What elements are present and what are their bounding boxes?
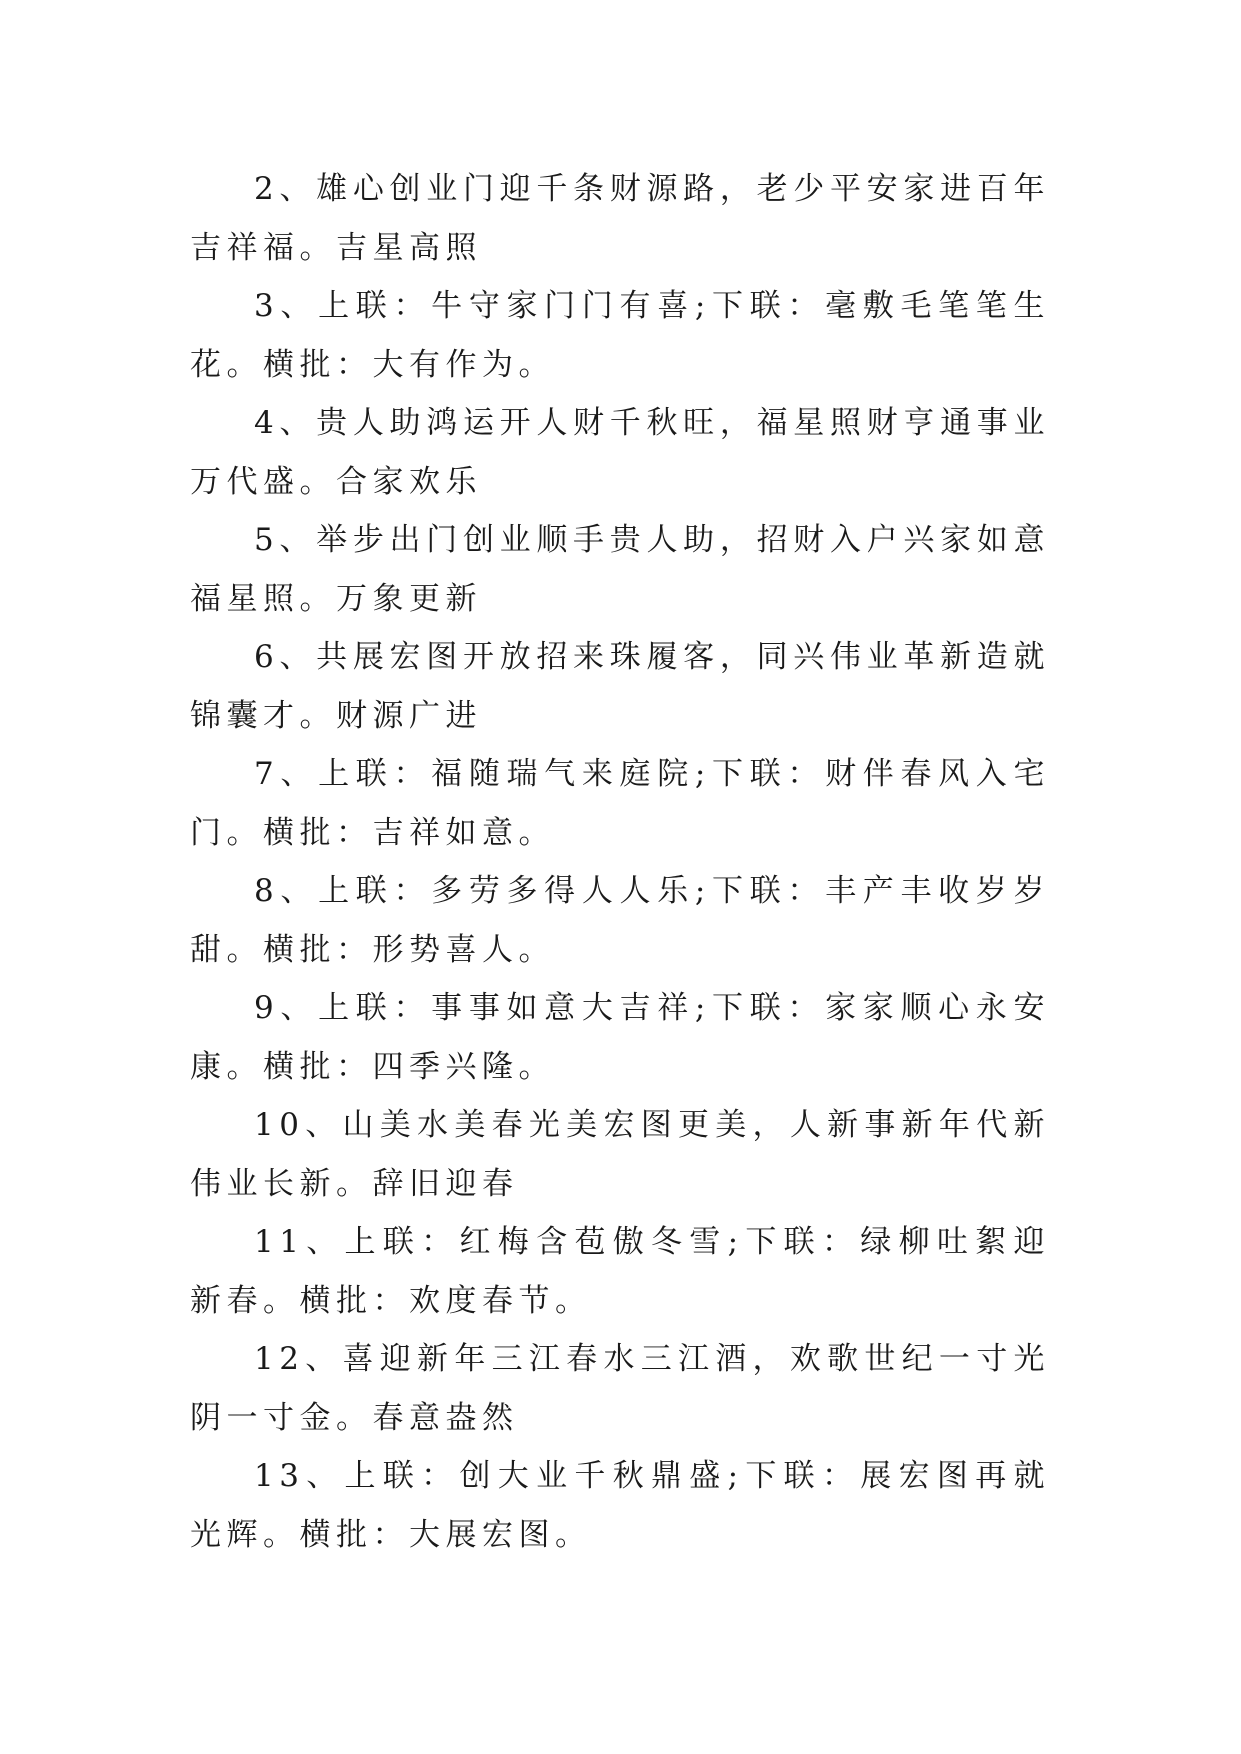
document-body: [190, 160, 1050, 1564]
paragraph-couplet-11: 11、上联：红梅含苞傲冬雪;下联：绿柳吐絮迎新春。横批：欢度春节。: [190, 1224, 1050, 1319]
paragraph-couplet-6: 6、共展宏图开放招来珠履客，同兴伟业革新造就锦囊才。财源广进: [190, 639, 1050, 734]
paragraph-couplet-12: 12、喜迎新年三江春水三江酒，欢歌世纪一寸光阴一寸金。春意盎然: [190, 1341, 1050, 1436]
paragraph-couplet-8: 8、上联：多劳多得人人乐;下联：丰产丰收岁岁甜。横批：形势喜人。: [190, 873, 1050, 968]
paragraph-couplet-7: 7、上联：福随瑞气来庭院;下联：财伴春风入宅门。横批：吉祥如意。: [190, 756, 1050, 851]
paragraph-couplet-3: 3、上联：牛守家门门有喜;下联：毫敷毛笔笔生花。横批：大有作为。: [190, 288, 1050, 383]
paragraph-couplet-5: 5、举步出门创业顺手贵人助，招财入户兴家如意福星照。万象更新: [190, 522, 1050, 617]
paragraph-couplet-9: 9、上联：事事如意大吉祥;下联：家家顺心永安康。横批：四季兴隆。: [190, 990, 1050, 1085]
paragraph-couplet-2: 2、雄心创业门迎千条财源路，老少平安家进百年吉祥福。吉星高照: [190, 171, 1050, 266]
paragraph-couplet-13: 13、上联：创大业千秋鼎盛;下联：展宏图再就光辉。横批：大展宏图。: [190, 1458, 1050, 1553]
paragraph-couplet-10: 10、山美水美春光美宏图更美，人新事新年代新伟业长新。辞旧迎春: [190, 1107, 1050, 1202]
paragraph-couplet-4: 4、贵人助鸿运开人财千秋旺，福星照财亨通事业万代盛。合家欢乐: [190, 405, 1050, 500]
